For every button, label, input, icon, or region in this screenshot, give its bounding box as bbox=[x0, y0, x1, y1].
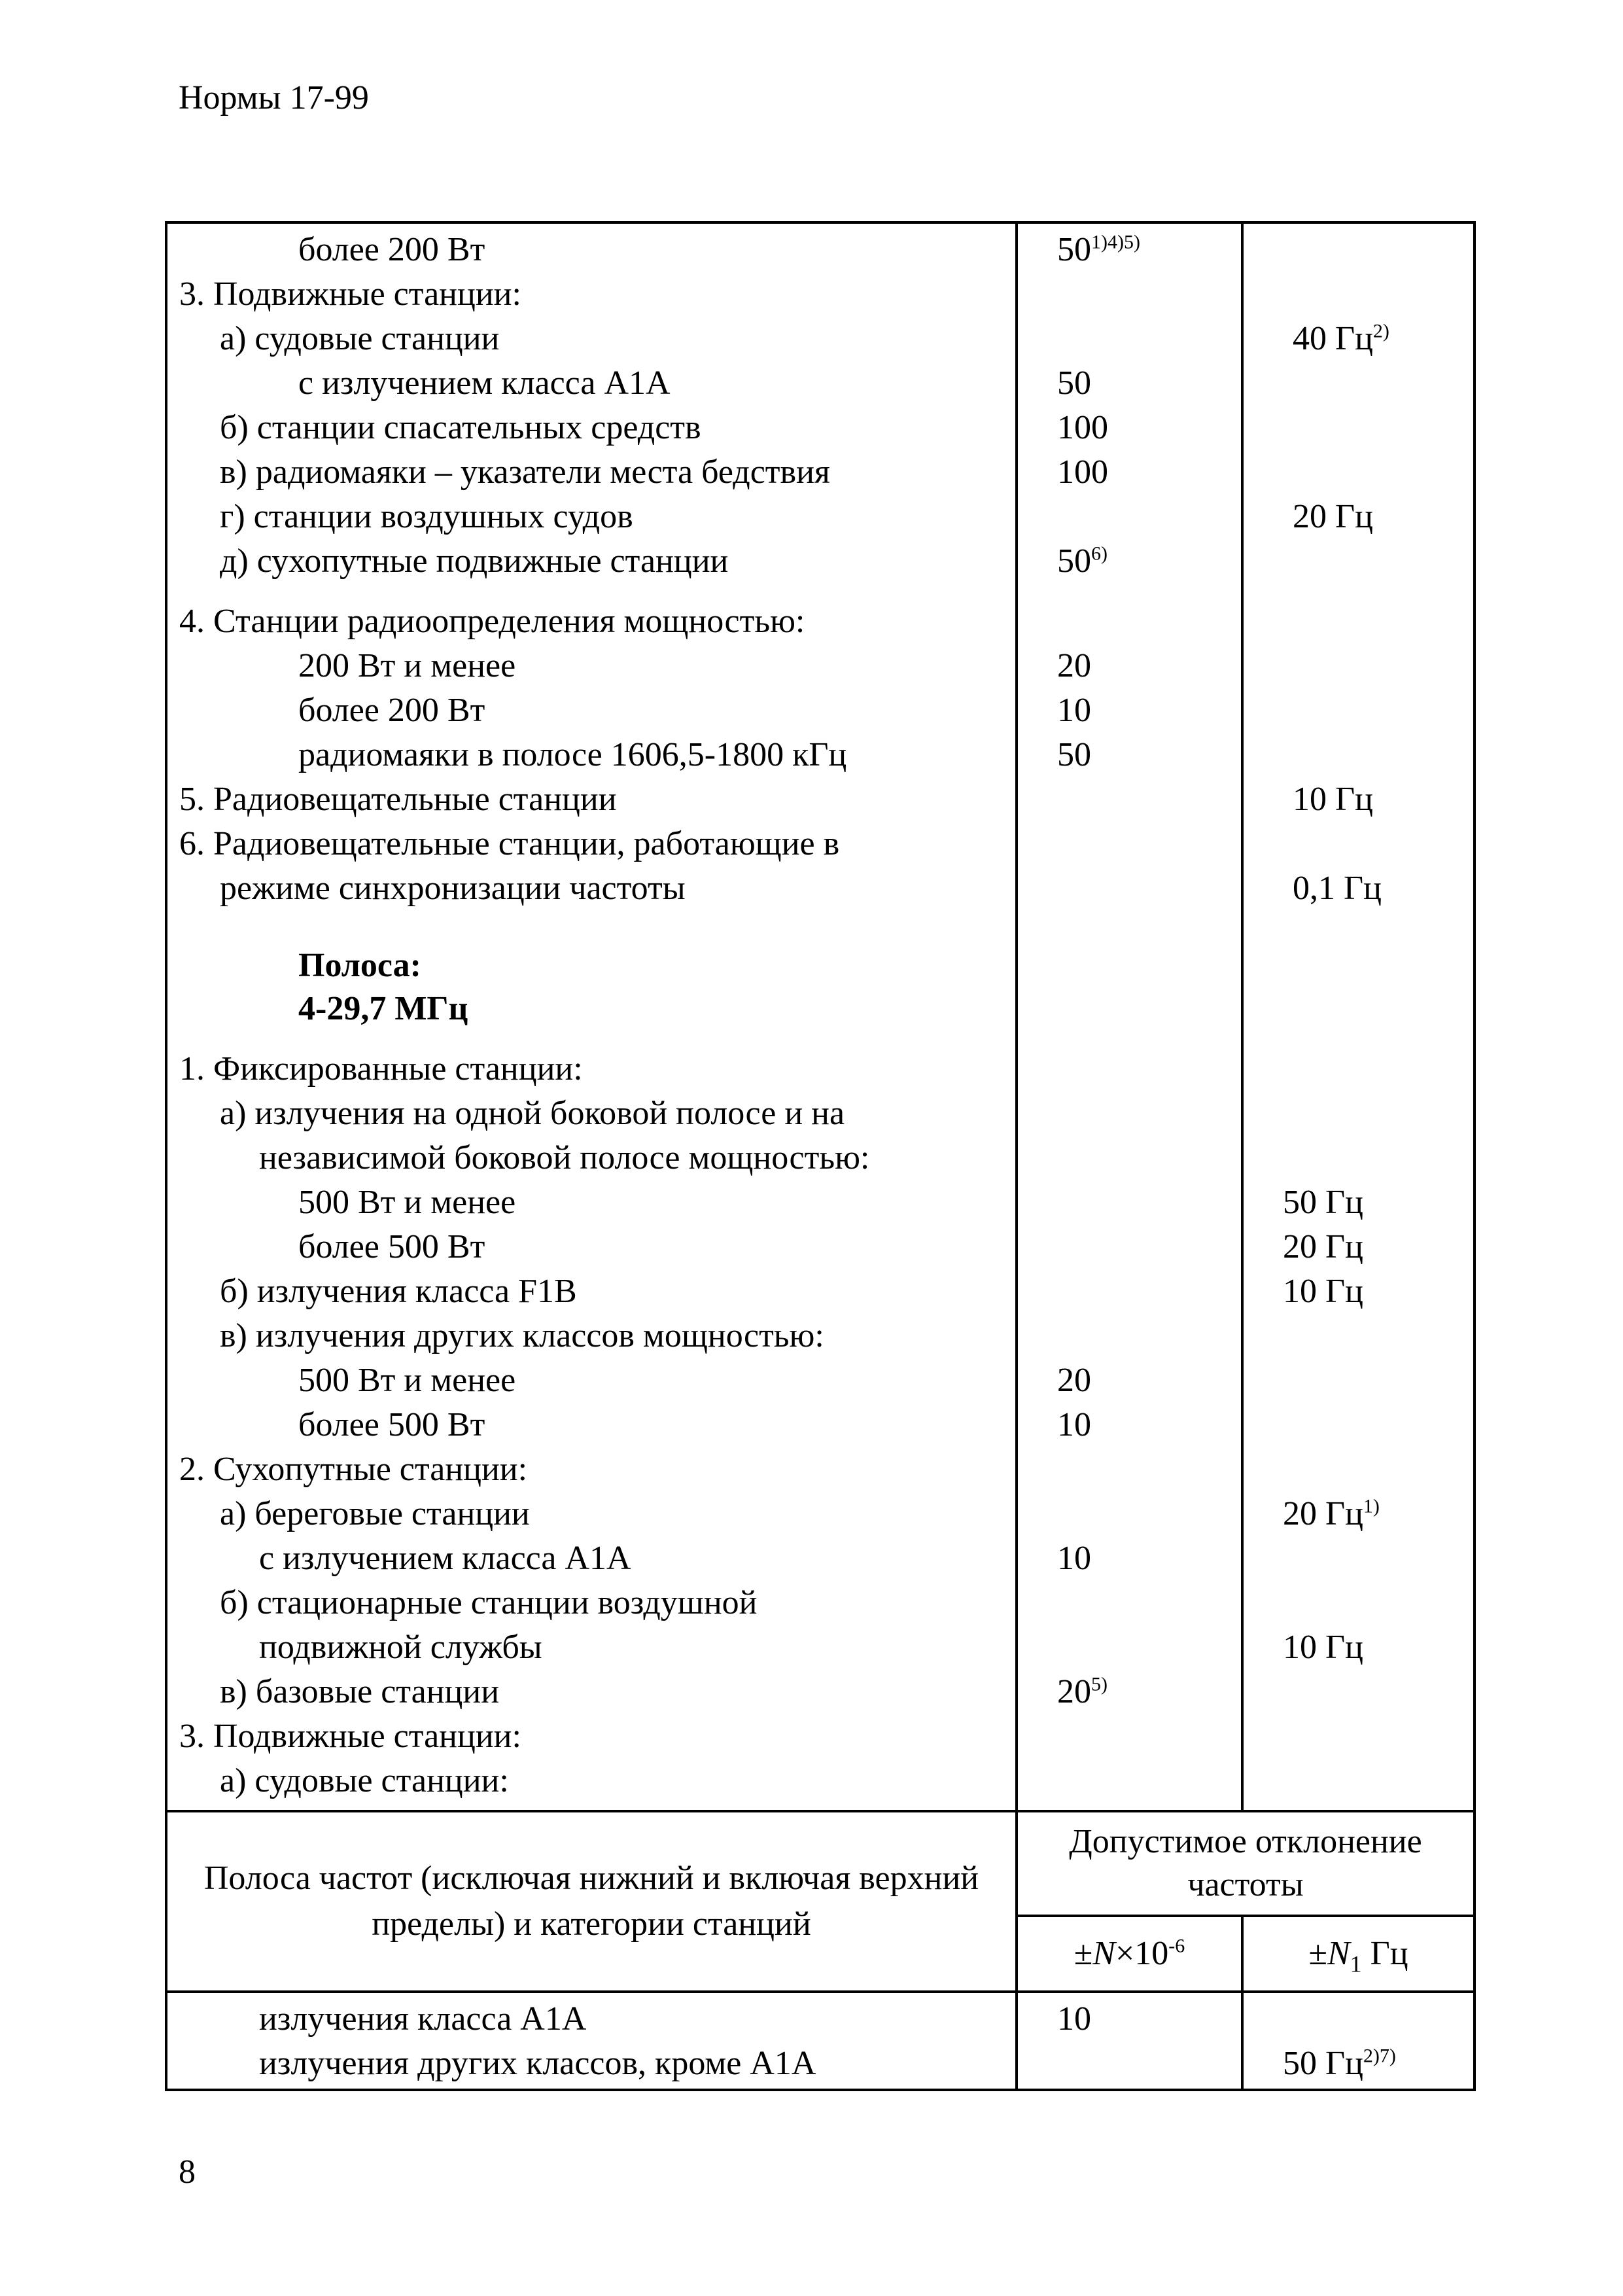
value: 20 bbox=[1057, 1362, 1091, 1399]
list-item: 500 Вт и менее bbox=[298, 1362, 516, 1399]
list-item: а) излучения на одной боковой полосе и на bbox=[220, 1095, 845, 1132]
value: 20 bbox=[1057, 647, 1091, 684]
list-item: излучения класса А1А bbox=[259, 2000, 587, 2038]
list-item: а) судовые станции bbox=[220, 320, 500, 357]
band-heading-range: 4-29,7 МГц bbox=[298, 990, 468, 1027]
list-item: 5. Радиовещательные станции bbox=[179, 781, 617, 818]
value: 50 bbox=[1057, 736, 1091, 773]
list-item: более 200 Вт bbox=[298, 692, 485, 729]
list-item: 500 Вт и менее bbox=[298, 1184, 516, 1221]
header-n1-absolute: $\pm N_1$ Гц bbox=[1242, 1916, 1475, 1992]
value: 50$^{6)}$ bbox=[1057, 542, 1108, 580]
list-item: а) береговые станции bbox=[220, 1495, 530, 1532]
list-item: б) излучения класса F1B bbox=[220, 1273, 577, 1310]
list-item: режиме синхронизации частоты bbox=[220, 870, 686, 907]
list-item: радиомаяки в полосе 1606,5-1800 кГц bbox=[298, 736, 847, 773]
band-heading: Полоса: bbox=[298, 947, 421, 984]
list-item: а) судовые станции: bbox=[220, 1762, 509, 1799]
list-item: 200 Вт и менее bbox=[298, 647, 516, 684]
list-item: 2. Сухопутные станции: bbox=[179, 1451, 528, 1488]
list-item: более 500 Вт bbox=[298, 1406, 485, 1443]
header-tolerance-group: Допустимое отклонение частоты bbox=[1017, 1811, 1475, 1916]
list-item: 6. Радиовещательные станции, работающие в bbox=[179, 825, 840, 862]
value: 100 bbox=[1057, 409, 1108, 446]
list-item: с излучением класса А1А bbox=[259, 1540, 631, 1577]
value: 50 bbox=[1057, 364, 1091, 402]
list-item: 4. Станции радиоопределения мощностью: bbox=[179, 603, 805, 640]
header-n-relative: $\pm N\times 10^{-6}$ bbox=[1017, 1916, 1242, 1992]
value: 20$^{5)}$ bbox=[1057, 1673, 1108, 1710]
list-item: независимой боковой полосе мощностью: bbox=[259, 1139, 870, 1176]
tolerance-n-cell bbox=[1017, 222, 1242, 1811]
list-item: подвижной службы bbox=[259, 1629, 542, 1666]
value: 10 Гц bbox=[1283, 1629, 1363, 1666]
header-band-category: Полоса частот (исключая нижний и включая верхний пределы) и категории станций bbox=[166, 1811, 1017, 1992]
list-item: б) станции спасательных средств bbox=[220, 409, 701, 446]
value: 50 $Гц^{2)7)}$ bbox=[1283, 2045, 1396, 2082]
list-item: более 200 Вт bbox=[298, 231, 485, 268]
list-item: в) излучения других классов мощностью: bbox=[220, 1317, 824, 1354]
table-header-row bbox=[166, 1811, 1475, 1916]
value: $50^{1)4)5)}$ bbox=[1057, 231, 1140, 268]
value: 10 bbox=[1057, 692, 1091, 729]
value: 20 $Гц^{1)}$ bbox=[1283, 1495, 1380, 1532]
tolerance-n1-cell bbox=[1242, 1992, 1475, 2090]
table-row-lower bbox=[166, 1992, 1475, 2090]
value: 10 bbox=[1057, 2000, 1091, 2038]
running-header: Нормы 17-99 bbox=[179, 79, 369, 116]
value: 10 bbox=[1057, 1540, 1091, 1577]
list-item: более 500 Вт bbox=[298, 1228, 485, 1265]
value: 20 Гц bbox=[1293, 498, 1373, 535]
value: 10 Гц bbox=[1283, 1273, 1363, 1310]
value: 20 Гц bbox=[1283, 1228, 1363, 1265]
tolerance-n-cell bbox=[1017, 1992, 1242, 2090]
value: 50 Гц bbox=[1283, 1184, 1363, 1221]
table-row-upper bbox=[166, 222, 1475, 1811]
value: 40 $Гц^{2)}$ bbox=[1293, 320, 1389, 357]
list-item: б) стационарные станции воздушной bbox=[220, 1584, 758, 1621]
band-category-cell bbox=[166, 222, 1017, 1811]
value: 10 Гц bbox=[1293, 781, 1373, 818]
list-item: в) радиомаяки – указатели места бедствия bbox=[220, 453, 830, 491]
band-category-cell bbox=[166, 1992, 1017, 2090]
tolerance-n1-cell bbox=[1242, 222, 1475, 1811]
value: 100 bbox=[1057, 453, 1108, 491]
list-item: с излучением класса А1А bbox=[298, 364, 671, 402]
list-item: 1. Фиксированные станции: bbox=[179, 1050, 583, 1087]
value: 0,1 Гц bbox=[1293, 870, 1382, 907]
frequency-tolerance-table bbox=[165, 221, 1476, 2091]
list-item: 3. Подвижные станции: bbox=[179, 1718, 521, 1755]
list-item: излучения других классов, кроме А1А bbox=[259, 2045, 816, 2082]
list-item: в) базовые станции bbox=[220, 1673, 500, 1710]
list-item: д) сухопутные подвижные станции bbox=[220, 542, 729, 580]
list-item: г) станции воздушных судов bbox=[220, 498, 633, 535]
value: 10 bbox=[1057, 1406, 1091, 1443]
page-number: 8 bbox=[179, 2153, 196, 2191]
list-item: 3. Подвижные станции: bbox=[179, 275, 521, 313]
